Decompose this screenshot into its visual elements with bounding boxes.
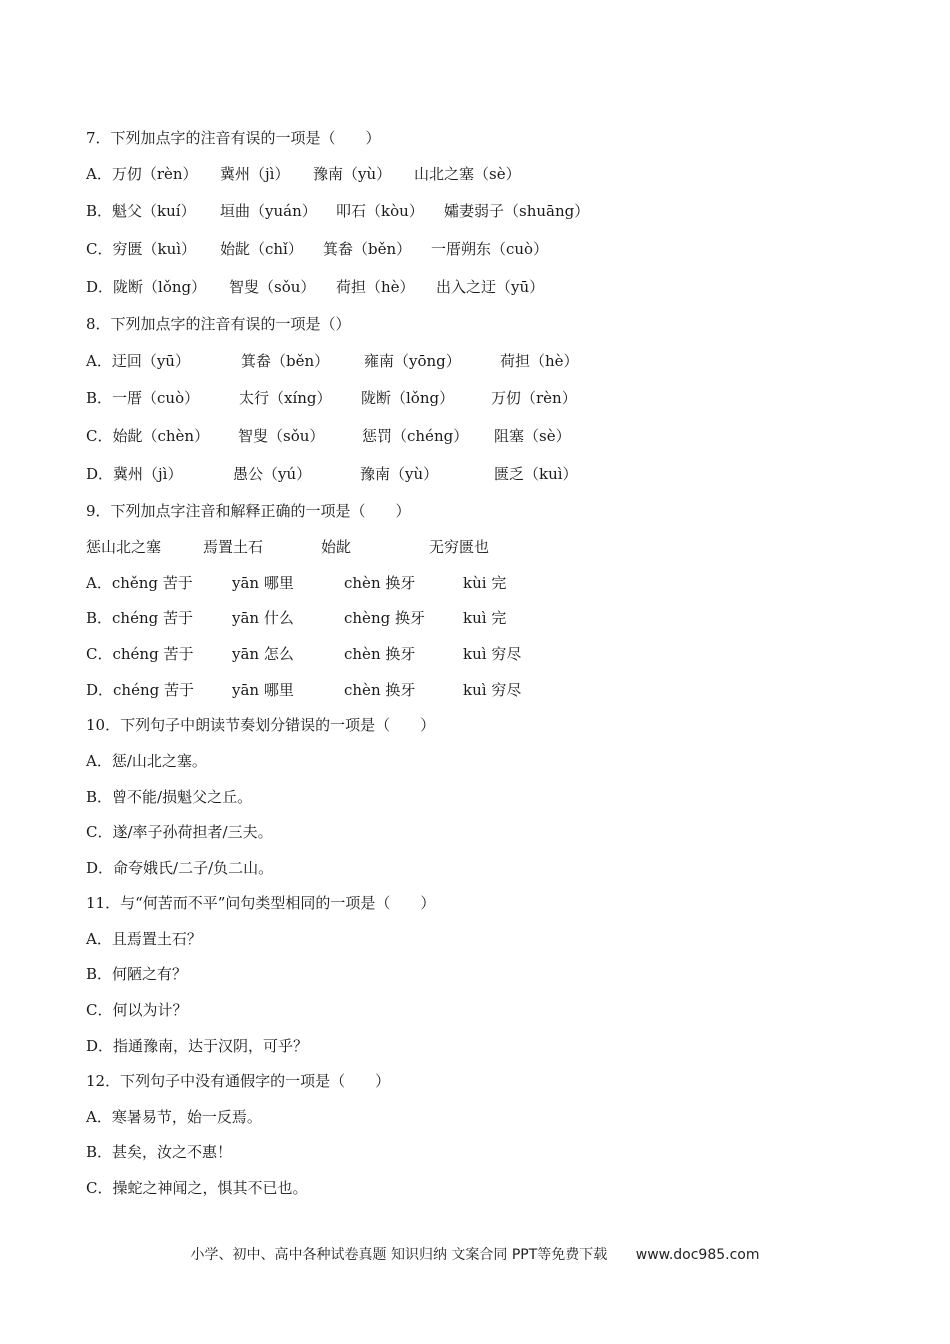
option-cell: C．chéng 苦于	[86, 645, 194, 663]
option-cell: kuì 穷尽	[463, 681, 522, 699]
question-12-stem: 12．下列句子中没有通假字的一项是（ ）	[86, 1072, 391, 1090]
question-10-stem: 10．下列句子中朗读节奏划分错误的一项是（ ）	[86, 716, 436, 734]
option-cell: 荷担（hè）	[500, 352, 579, 370]
option-cell: D．陇断（lǒng）	[86, 278, 207, 296]
question-11-option-d[interactable]: D．指通豫南，达于汉阴，可乎？	[86, 1037, 309, 1055]
option-cell: 冀州（jì）	[220, 165, 290, 183]
word-cell: 惩山北之塞	[86, 538, 162, 556]
question-12-option-b[interactable]: B．甚矣，汝之不惠！	[86, 1143, 233, 1161]
option-cell: 豫南（yù）	[360, 465, 439, 483]
option-cell: yān 什么	[232, 609, 294, 627]
option-cell: 匮乏（kuì）	[494, 465, 578, 483]
question-12-option-a[interactable]: A．寒暑易节，始一反焉。	[86, 1108, 262, 1126]
footer-text: 小学、初中、高中各种试卷真题 知识归纳 文案合同 PPT等免费下载	[190, 1247, 608, 1263]
option-cell: chèn 换牙	[344, 681, 416, 699]
word-cell: 始龀	[321, 538, 352, 556]
option-cell: 箕畚（běn）	[241, 352, 330, 370]
option-cell: A．chěng 苦于	[86, 574, 193, 592]
question-9-stem: 9．下列加点字注音和解释正确的一项是（ ）	[86, 502, 411, 520]
option-cell: D．冀州（jì）	[86, 465, 183, 483]
question-11-option-a[interactable]: A．且焉置土石？	[86, 930, 202, 948]
question-10-option-b[interactable]: B．曾不能/损魁父之丘。	[86, 788, 253, 806]
question-11-option-b[interactable]: B．何陋之有？	[86, 965, 188, 983]
question-11-option-c[interactable]: C．何以为计？	[86, 1001, 188, 1019]
question-12-option-c[interactable]: C．操蛇之神闻之，惧其不已也。	[86, 1179, 308, 1197]
option-cell: yān 哪里	[232, 681, 294, 699]
option-cell: 陇断（lǒng）	[361, 389, 455, 407]
option-cell: 智叟（sǒu）	[229, 278, 316, 296]
option-cell: chèn 换牙	[344, 574, 416, 592]
option-cell: 孀妻弱子（shuāng）	[444, 202, 590, 220]
option-cell: B．chéng 苦于	[86, 609, 193, 627]
option-cell: A．万仞（rèn）	[86, 165, 198, 183]
question-10-option-c[interactable]: C．遂/率子孙荷担者/三夫。	[86, 823, 273, 841]
option-cell: 一厝朔东（cuò）	[431, 240, 549, 258]
question-10-option-a[interactable]: A．惩/山北之塞。	[86, 752, 207, 770]
page-footer	[0, 1244, 950, 1264]
option-cell: chèng 换牙	[344, 609, 425, 627]
option-cell: 叩石（kòu）	[336, 202, 424, 220]
option-cell: kuì 穷尽	[463, 645, 522, 663]
word-cell: 焉置土石	[203, 538, 264, 556]
option-cell: 万仞（rèn）	[491, 389, 577, 407]
option-cell: B．一厝（cuò）	[86, 389, 200, 407]
option-cell: 山北之塞（sè）	[414, 165, 521, 183]
option-cell: chèn 换牙	[344, 645, 416, 663]
question-10-option-d[interactable]: D．命夸娥氏/二子/负二山。	[86, 859, 274, 877]
option-cell: 太行（xíng）	[239, 389, 332, 407]
option-cell: 雍南（yōng）	[364, 352, 461, 370]
option-cell: A．迂回（yū）	[86, 352, 190, 370]
option-cell: yān 哪里	[232, 574, 294, 592]
option-cell: 惩罚（chéng）	[362, 427, 469, 445]
option-cell: kuì 完	[463, 609, 507, 627]
question-7-stem: 7．下列加点字的注音有误的一项是（ ）	[86, 129, 381, 147]
option-cell: 垣曲（yuán）	[220, 202, 317, 220]
question-11-stem: 11．与“何苦而不平”问句类型相同的一项是（ ）	[86, 894, 436, 912]
option-cell: B．魁父（kuí）	[86, 202, 196, 220]
footer-link[interactable]: www.doc985.com	[635, 1247, 760, 1263]
word-cell: 无穷匮也	[429, 538, 490, 556]
question-8-stem: 8．下列加点字的注音有误的一项是（）	[86, 315, 351, 333]
option-cell: kùi 完	[463, 574, 507, 592]
option-cell: 箕畚（běn）	[323, 240, 412, 258]
option-cell: C．穷匮（kuì）	[86, 240, 197, 258]
option-cell: 愚公（yú）	[233, 465, 312, 483]
option-cell: D．chéng 苦于	[86, 681, 194, 699]
option-cell: yān 怎么	[232, 645, 294, 663]
option-cell: 始龀（chǐ）	[220, 240, 303, 258]
option-cell: 阻塞（sè）	[494, 427, 571, 445]
option-cell: 荷担（hè）	[336, 278, 415, 296]
option-cell: 出入之迂（yū）	[436, 278, 545, 296]
option-cell: 智叟（sǒu）	[238, 427, 325, 445]
option-cell: 豫南（yù）	[313, 165, 392, 183]
option-cell: C．始龀（chèn）	[86, 427, 210, 445]
